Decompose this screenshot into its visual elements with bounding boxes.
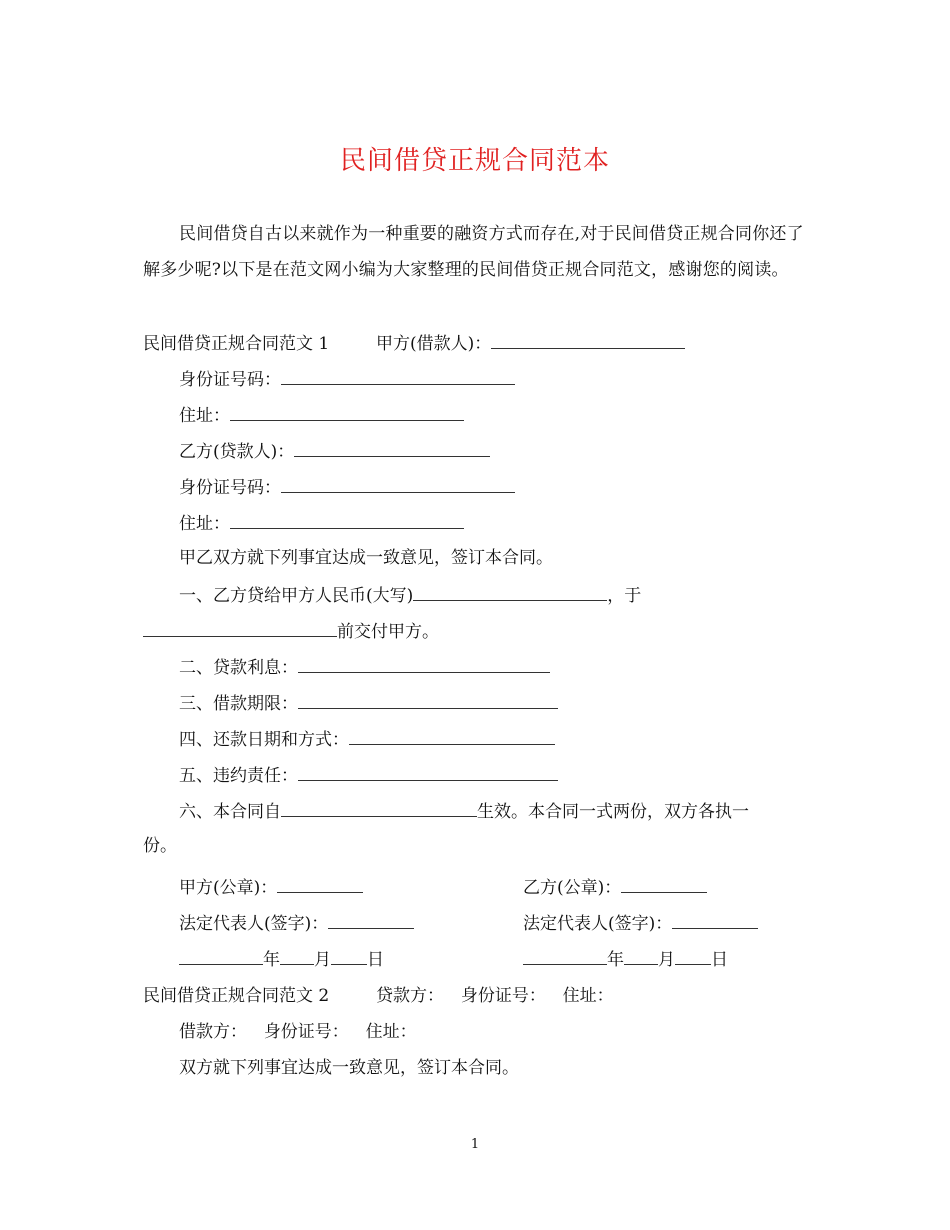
- sample2-heading: 民间借贷正规合同范文 2: [143, 986, 330, 1006]
- clause1-continued-line: [143, 620, 439, 642]
- borrower-line: [179, 1022, 417, 1042]
- address-b-line: [179, 512, 464, 534]
- clause3-blank: [298, 692, 558, 709]
- seal-b-line: [523, 876, 707, 898]
- seal-a-line: [179, 876, 363, 898]
- address-b-blank: [230, 512, 464, 529]
- date-b-year-blank: [523, 948, 607, 965]
- clause6-line: [179, 800, 749, 822]
- clause1-amount-blank: [413, 584, 607, 601]
- clause1-line: [179, 584, 641, 606]
- clause6-text: 生效。本合同一式两份，双方各执一: [477, 802, 749, 822]
- clause3-label: 三、借款期限：: [179, 694, 298, 714]
- clause1-tail: 前交付甲方。: [337, 622, 439, 642]
- lender-address-label: 住址：: [562, 986, 614, 1006]
- clause2-line: [179, 656, 550, 678]
- clause5-label: 五、违约责任：: [179, 766, 298, 786]
- date-a-year-blank: [179, 948, 263, 965]
- page-number: 1: [470, 1137, 480, 1152]
- address-a-blank: [230, 404, 464, 421]
- clause6-label: 六、本合同自: [179, 802, 281, 822]
- id-no-b-label: 身份证号码：: [179, 478, 281, 498]
- rep-b-blank: [672, 912, 758, 929]
- lender-label: 贷款方：: [376, 986, 445, 1006]
- id-no-b-blank: [281, 476, 515, 493]
- seal-b-label: 乙方(公章)：: [523, 878, 622, 898]
- clause6-continued-line: 份。: [143, 836, 177, 856]
- date-a-day-label: 日: [367, 950, 384, 970]
- lender-id-label: 身份证号：: [460, 986, 546, 1006]
- party-b-blank: [294, 440, 490, 457]
- sample1-heading-line: [143, 332, 685, 354]
- date-a-day-blank: [331, 948, 367, 965]
- page-title: 民间借贷正规合同范本: [339, 146, 610, 176]
- agreement-line: 甲乙双方就下列事宜达成一致意见，签订本合同。: [179, 548, 553, 568]
- rep-a-label: 法定代表人(签字)：: [179, 914, 329, 934]
- clause5-blank: [298, 764, 558, 781]
- clause2-label: 二、贷款利息：: [179, 658, 298, 678]
- party-b-line: [179, 440, 490, 462]
- id-no-a-label: 身份证号码：: [179, 370, 281, 390]
- clause4-label: 四、还款日期和方式：: [179, 730, 349, 750]
- clause2-blank: [298, 656, 550, 673]
- address-b-label: 住址：: [179, 514, 230, 534]
- clause4-blank: [349, 728, 555, 745]
- rep-a-line: [179, 912, 414, 934]
- clause4-line: [179, 728, 555, 750]
- date-a-year-label: 年: [263, 950, 280, 970]
- sample1-heading: 民间借贷正规合同范文 1: [143, 334, 330, 354]
- party-b-label: 乙方(贷款人)：: [179, 442, 295, 462]
- clause5-line: [179, 764, 558, 786]
- address-a-label: 住址：: [179, 406, 230, 426]
- id-no-a-line: [179, 368, 515, 390]
- date-b-line: [523, 948, 728, 970]
- date-b-month-label: 月: [658, 950, 675, 970]
- sample2-heading-line: [143, 986, 614, 1006]
- date-a-line: [179, 948, 384, 970]
- rep-b-line: [523, 912, 758, 934]
- date-a-month-blank: [280, 948, 314, 965]
- clause1-label: 一、乙方贷给甲方人民币(大写): [179, 586, 414, 606]
- date-b-year-label: 年: [607, 950, 624, 970]
- seal-a-label: 甲方(公章)：: [179, 878, 278, 898]
- intro-paragraph: 民间借贷自古以来就作为一种重要的融资方式而存在,对于民间借贷正规合同你还了解多少呢?以下是在范文网小编为大家整理的民间借贷正规合同范文，感谢您的阅读。: [143, 224, 804, 280]
- date-b-month-blank: [624, 948, 658, 965]
- id-no-a-blank: [281, 368, 515, 385]
- clause1-date-blank: [143, 620, 337, 637]
- clause1-connector: ，于: [607, 586, 642, 606]
- date-a-month-label: 月: [314, 950, 331, 970]
- borrower-id-label: 身份证号：: [263, 1022, 349, 1042]
- clause6-date-blank: [281, 800, 477, 817]
- seal-b-blank: [621, 876, 707, 893]
- date-b-day-blank: [675, 948, 711, 965]
- seal-a-blank: [277, 876, 363, 893]
- borrower-label: 借款方：: [179, 1022, 247, 1042]
- clause3-line: [179, 692, 558, 714]
- sample2-agreement-line: 双方就下列事宜达成一致意见，签订本合同。: [179, 1058, 519, 1078]
- borrower-address-label: 住址：: [365, 1022, 417, 1042]
- party-a-blank: [491, 332, 685, 349]
- rep-a-blank: [328, 912, 414, 929]
- id-no-b-line: [179, 476, 515, 498]
- date-b-day-label: 日: [711, 950, 728, 970]
- party-a-label: 甲方(借款人)：: [376, 334, 492, 354]
- address-a-line: [179, 404, 464, 426]
- rep-b-label: 法定代表人(签字)：: [523, 914, 673, 934]
